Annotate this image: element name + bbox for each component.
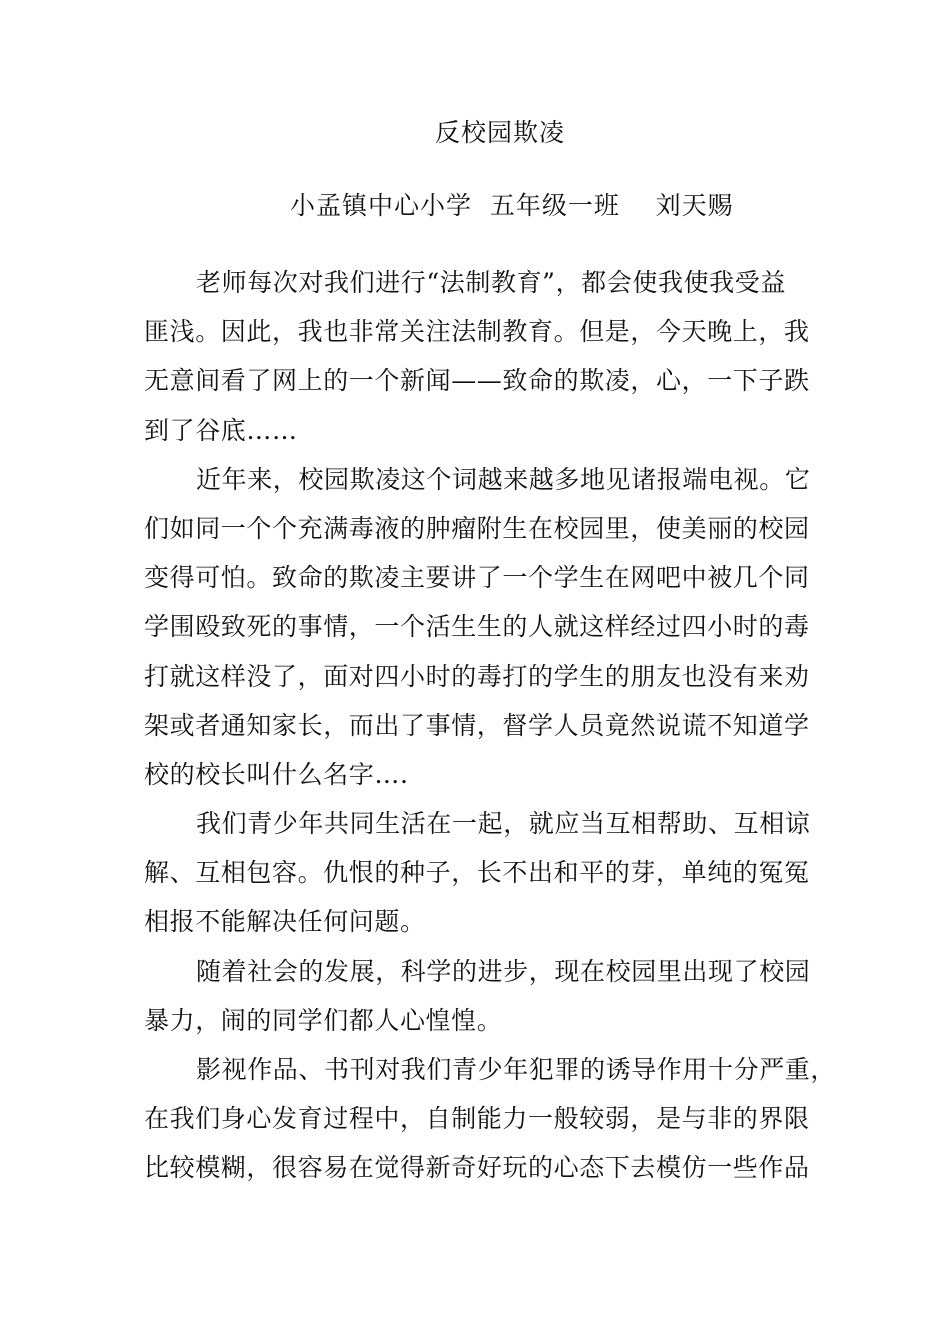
text-line: 匪浅。因此，我也非常关注法制教育。但是，今天晚上，我 <box>144 317 810 347</box>
text-line: 无意间看了网上的一个新闻——致命的欺凌，心，一下子跌 <box>144 366 810 396</box>
document-body <box>144 258 837 1193</box>
text-line: 老师每次对我们进行“法制教育”，都会使我使我受益 <box>196 268 786 297</box>
text-line: 校的校长叫什么名字…. <box>144 759 409 789</box>
text-line: 学围殴致死的事情，一个活生生的人就这样经过四小时的毒 <box>144 612 810 642</box>
text-line: 近年来，校园欺凌这个词越来越多地见诸报端电视。它 <box>196 464 811 494</box>
text-line: 随着社会的发展，科学的进步，现在校园里出现了校园 <box>196 956 811 986</box>
document-title: 反校园欺凌 <box>434 118 565 147</box>
author-byline: 小孟镇中心小学 五年级一班 刘天赐 <box>290 191 734 220</box>
text-line: 到了谷底…… <box>144 415 298 445</box>
text-line: 我们青少年共同生活在一起，就应当互相帮助、互相谅 <box>196 809 811 839</box>
text-line: 影视作品、书刊对我们青少年犯罪的诱导作用十分严重， <box>196 1055 837 1084</box>
text-line: 架或者通知家长，而出了事情，督学人员竟然说谎不知道学 <box>144 710 810 740</box>
text-line: 打就这样没了，面对四小时的毒打的学生的朋友也没有来劝 <box>144 661 810 691</box>
text-line: 比较模糊，很容易在觉得新奇好玩的心态下去模仿一些作品 <box>144 1153 810 1183</box>
text-line: 解、互相包容。仇恨的种子，长不出和平的芽，单纯的冤冤 <box>144 858 810 888</box>
text-line: 相报不能解决任何问题。 <box>144 907 426 937</box>
text-line: 变得可怕。致命的欺凌主要讲了一个学生在网吧中被几个同 <box>144 563 810 593</box>
text-line: 暴力，闹的同学们都人心惶惶。 <box>144 1005 503 1035</box>
text-line: 们如同一个个充满毒液的肿瘤附生在校园里，使美丽的校园 <box>144 513 810 543</box>
text-line: 在我们身心发育过程中，自制能力一般较弱，是与非的界限 <box>144 1104 810 1134</box>
